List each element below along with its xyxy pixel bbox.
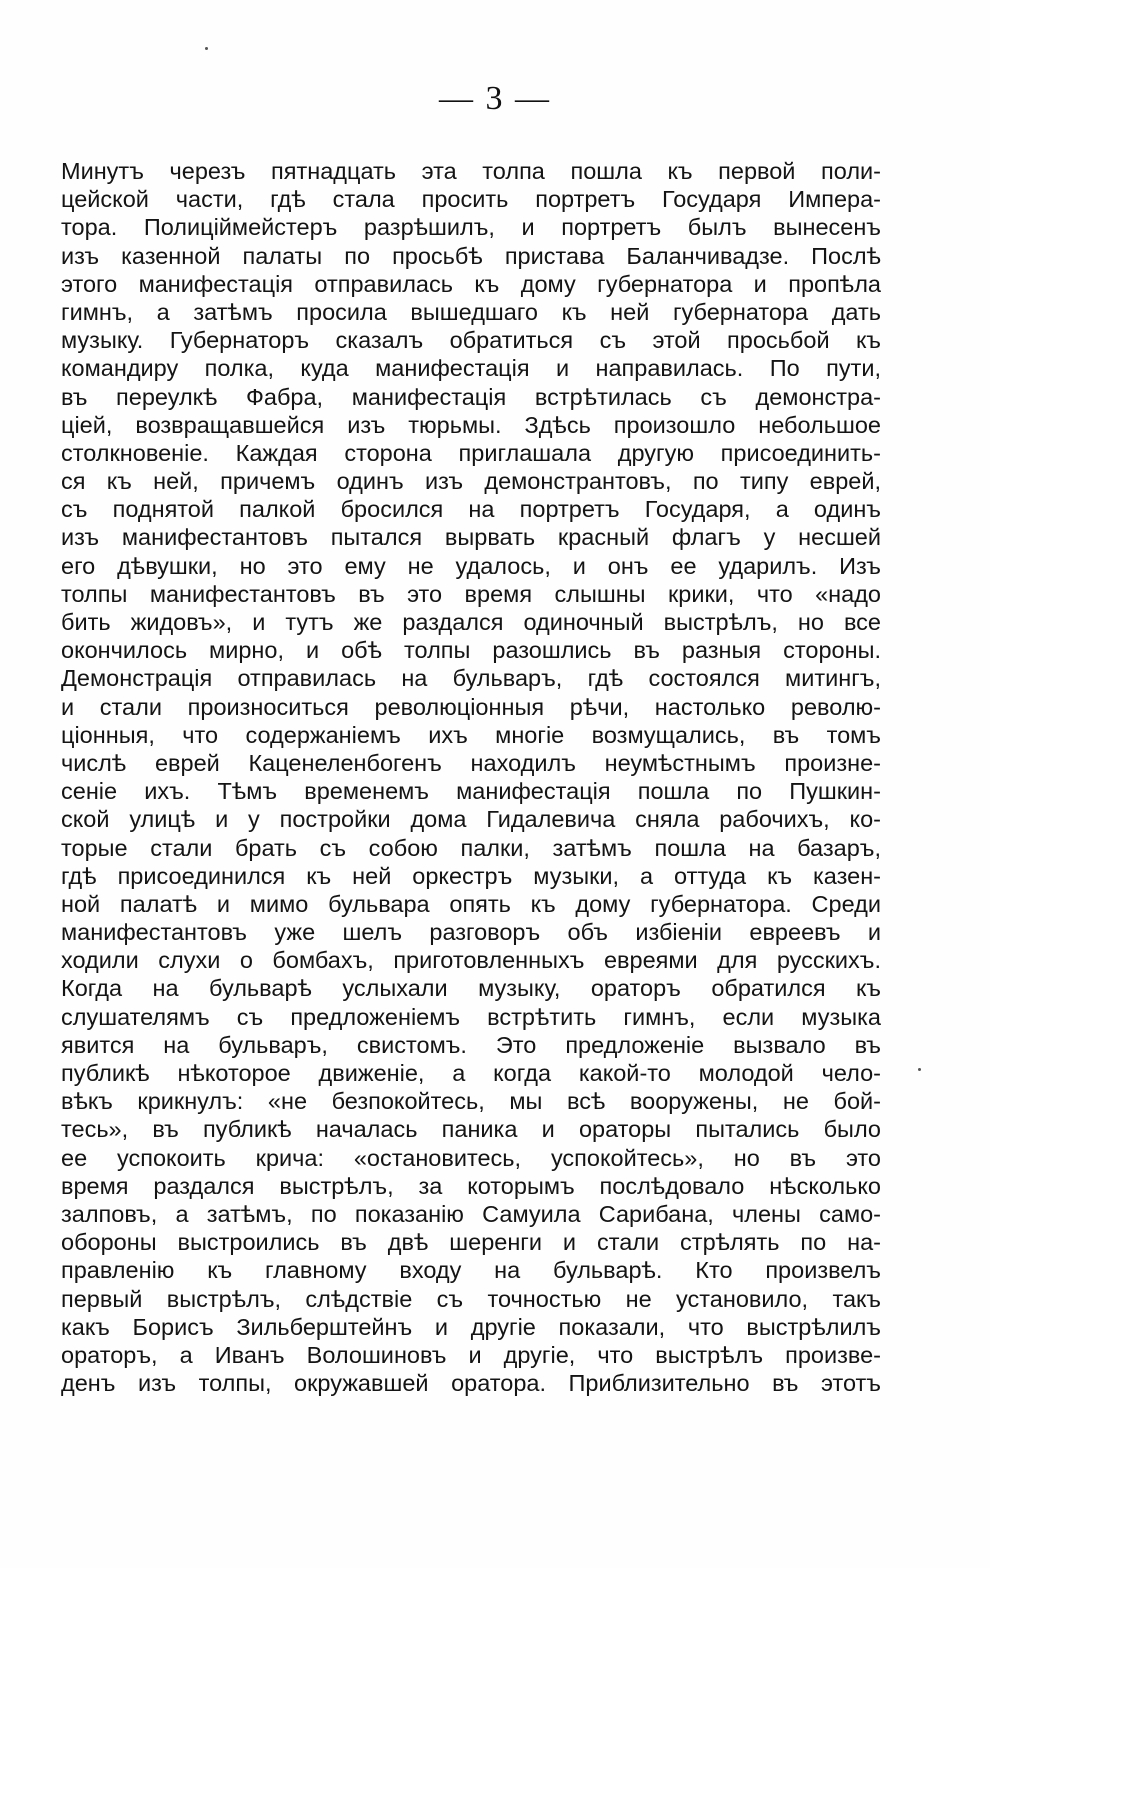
text-line: слушателямъ съ предложеніемъ встрѣтить гимнъ, если музыка bbox=[61, 1003, 881, 1030]
text-line: первый выстрѣлъ, слѣдствіе съ точностью не установило, такъ bbox=[61, 1285, 881, 1312]
text-line: ціей, возвращавшейся изъ тюрьмы. Здѣсь произошло небольшое bbox=[61, 411, 881, 438]
text-line: и стали произноситься революціонныя рѣчи, настолько револю- bbox=[61, 693, 881, 720]
text-line: цейской части, гдѣ стала просить портретъ Государя Импера- bbox=[61, 186, 881, 213]
text-line: залповъ, а затѣмъ, по показанію Самуила Сарибана, члены само- bbox=[61, 1200, 881, 1227]
text-line: гдѣ присоединился къ ней оркестръ музыки, а оттуда къ казен- bbox=[61, 862, 881, 889]
text-line: ораторъ, а Иванъ Волошиновъ и другіе, что выстрѣлъ произве- bbox=[61, 1341, 881, 1368]
text-line: торые стали брать съ собою палки, затѣмъ пошла на базаръ, bbox=[61, 834, 881, 861]
text-line: время раздался выстрѣлъ, за которымъ послѣдовало нѣсколько bbox=[61, 1172, 881, 1199]
text-line: ходили слухи о бомбахъ, приготовленныхъ евреями для русскихъ. bbox=[61, 947, 881, 974]
text-line: изъ казенной палаты по просьбѣ пристава Баланчивадзе. Послѣ bbox=[61, 242, 881, 269]
text-line: бить жидовъ», и тутъ же раздался одиночный выстрѣлъ, но все bbox=[61, 609, 881, 635]
text-line: публикѣ нѣкоторое движеніе, а когда какой-то молодой чело- bbox=[61, 1060, 881, 1086]
text-line: ной палатѣ и мимо бульвара опять къ дому губернатора. Среди bbox=[61, 890, 881, 917]
text-line: Минутъ черезъ пятнадцать эта толпа пошла къ первой поли- bbox=[61, 158, 881, 184]
text-line: тора. Полиціймейстеръ разрѣшилъ, и портретъ былъ вынесенъ bbox=[61, 214, 881, 241]
paper-speck bbox=[918, 1068, 921, 1071]
text-line: денъ изъ толпы, окружавшей оратора. Приблизительно въ этотъ bbox=[61, 1370, 881, 1397]
text-line: числѣ еврей Каценеленбогенъ находилъ неумѣстнымъ произне- bbox=[61, 749, 881, 776]
text-line: явится на бульваръ, свистомъ. Это предложеніе вызвало въ bbox=[61, 1031, 881, 1058]
text-line: съ поднятой палкой бросился на портретъ Государя, а одинъ bbox=[61, 496, 881, 523]
text-line: манифестантовъ уже шелъ разговоръ объ избіеніи евреевъ и bbox=[61, 919, 881, 946]
text-line: обороны выстроились въ двѣ шеренги и стали стрѣлять по на- bbox=[61, 1229, 881, 1256]
page-number: — 3 — bbox=[439, 80, 551, 117]
text-line: Демонстрація отправилась на бульваръ, гдѣ состоялся митингъ, bbox=[61, 665, 881, 692]
text-line: изъ манифестантовъ пытался вырвать красный флагъ у несшей bbox=[61, 524, 881, 551]
text-line: толпы манифестантовъ въ это время слышны крики, что «надо bbox=[61, 580, 881, 607]
text-line: музыку. Губернаторъ сказалъ обратиться съ этой просьбой къ bbox=[61, 327, 881, 354]
text-line: правленію къ главному входу на бульварѣ. Кто произвелъ bbox=[61, 1257, 881, 1284]
body-text bbox=[61, 157, 881, 1397]
text-line: сеніе ихъ. Тѣмъ временемъ манифестація пошла по Пушкин- bbox=[61, 778, 881, 805]
text-line: командиру полка, куда манифестація и направилась. По пути, bbox=[61, 355, 881, 382]
text-line: ціонныя, что содержаніемъ ихъ многіе возмущались, въ томъ bbox=[61, 721, 881, 748]
text-line: тесь», въ публикѣ началась паника и ораторы пытались было bbox=[61, 1116, 881, 1143]
text-line: его дѣвушки, но это ему не удалось, и онъ ее ударилъ. Изъ bbox=[61, 552, 881, 579]
text-line: ской улицѣ и у постройки дома Гидалевича сняла рабочихъ, ко- bbox=[61, 806, 881, 833]
text-line: окончилось мирно, и обѣ толпы разошлись въ разныя стороны. bbox=[61, 637, 881, 664]
text-line: ся къ ней, причемъ одинъ изъ демонстрантовъ, по типу еврей, bbox=[61, 468, 881, 495]
text-line: ее успокоить крича: «остановитесь, успокойтесь», но въ это bbox=[61, 1144, 881, 1171]
text-line: вѣкъ крикнулъ: «не безпокойтесь, мы всѣ вооружены, не бой- bbox=[61, 1088, 881, 1115]
text-line: гимнъ, а затѣмъ просила вышедшаго къ ней губернатора дать bbox=[61, 298, 881, 325]
text-line: этого манифестація отправилась къ дому губернатора и пропѣла bbox=[61, 270, 881, 297]
text-line: какъ Борисъ Зильберштейнъ и другіе показали, что выстрѣлилъ bbox=[61, 1313, 881, 1340]
text-line: столкновеніе. Каждая сторона приглашала другую присоединить- bbox=[61, 439, 881, 466]
paper-speck bbox=[205, 47, 208, 50]
text-line: Когда на бульварѣ услыхали музыку, ораторъ обратился къ bbox=[61, 975, 881, 1002]
text-line: въ переулкѣ Фабра, манифестація встрѣтилась съ демонстра- bbox=[61, 383, 881, 410]
